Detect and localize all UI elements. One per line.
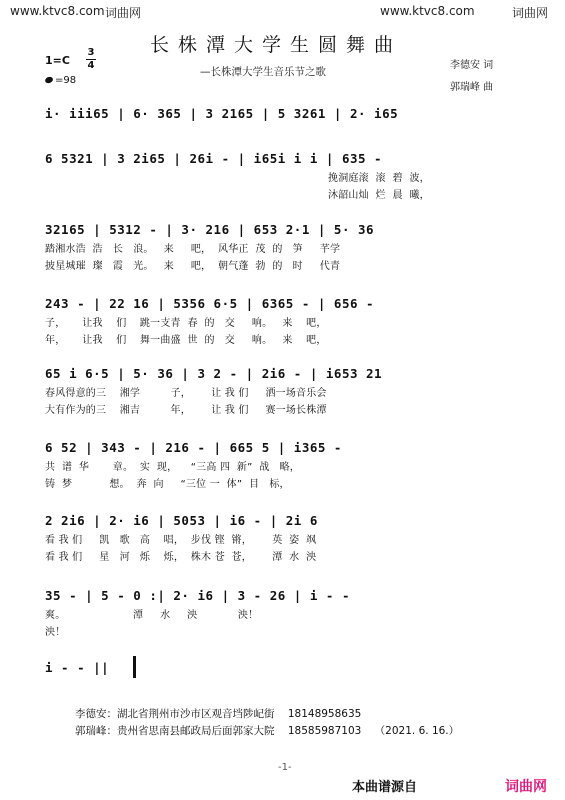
meter-bottom: 4 [87,60,95,71]
score-row-3 [45,222,525,272]
notes-row-2: 6 5321 | 3 2i65 | 26i - | i65i i i | 635 - [45,151,383,166]
key-signature: 1=C [45,54,70,67]
lyrics-row-6-verse-1: 共 谱 华 章。 实 现， “三高 四 新” 战 略， [45,462,300,473]
final-barline [133,656,136,678]
notes-row-4: 243 - | 22 16 | 5356 6·5 | 6365 - | 656 - [45,296,375,311]
watermark-url-right: www.ktvc8.com [380,4,475,18]
score-row-2 [45,151,525,201]
lyrics-row-8-verse-1: 爽。 潭 水 泱 泱！ [45,610,259,621]
score-row-5 [45,366,525,416]
composer-credit: 郭瑞峰 曲 [450,82,494,93]
page-number: -1- [278,762,292,773]
meter-top: 3 [87,47,95,58]
notes-row-3: 32165 | 5312 - | 3· 216 | 653 2·1 | 5· 36 [45,222,375,237]
notes-row-5: 65 i 6·5 | 5· 36 | 3 2 - | 2i6 - | i653 21 [45,366,383,381]
score-row-6 [45,440,525,490]
notes-row-1: i· iii65 | 6· 365 | 3 2165 | 5 3261 | 2· i65 [45,106,399,121]
score-row-4 [45,296,525,346]
lyrics-row-8-verse-2: 泱！ [45,627,66,638]
notes-row-6: 6 52 | 343 - | 216 - | 665 5 | i365 - [45,440,342,455]
notes-row-9: i - - || [45,660,110,675]
source-logo[interactable]: 词曲网 [505,779,547,795]
watermark-brand-right: 词曲网 [512,6,549,20]
quarter-note-icon [44,76,54,84]
source-label: 本曲谱源自 [352,780,418,795]
lyrics-row-5-verse-1: 春风得意的三 湘学 子， 让 我 们 洒一场音乐会 [45,388,327,399]
lyrics-row-2-verse-2: 沐韶山灿 烂 晨 曦， [328,190,430,201]
lyrics-row-3-verse-2: 披星城璀 璨 霞 光。 来 吧， 朝气蓬 勃 的 时 代青 [45,261,341,272]
score-row-9 [45,660,245,675]
lyricist-contact: 李德安：湖北省荆州市沙市区观音垱陟屺街 18148958635 [75,708,362,720]
notes-row-7: 2 2i6 | 2· i6 | 5053 | i6 - | 2i 6 [45,513,318,528]
lyrics-row-7-verse-2: 看 我 们 星 河 烁 烁， 株木 苍 苍， 潭 水 泱 [45,552,317,563]
lyrics-row-6-verse-2: 铸 梦 想。 奔 向 “三位 一 体” 目 标， [45,479,290,490]
lyrics-row-4-verse-2: 年， 让我 们 舞一曲盛 世 的 交 响。 来 吧， [45,335,327,346]
lyrics-row-7-verse-1: 看 我 们 凯 歌 高 唱， 步伐 铿 锵， 英 姿 飒 [45,535,317,546]
tempo-marking: =98 [45,75,76,86]
watermark-brand-left: 词曲网 [105,6,142,20]
time-signature [86,48,96,71]
score-row-8 [45,588,525,638]
lyricist-credit: 李德安 词 [450,60,494,71]
lyrics-row-3-verse-1: 踏湘水浩 浩 长 浪。 来 吧， 风华正 茂 的 笋 芊学 [45,244,341,255]
lyrics-row-2-verse-1: 挽洞庭滚 滚 碧 波， [328,173,430,184]
score-row-1 [45,106,525,121]
watermark-url-left: www.ktvc8.com [10,4,105,18]
score-row-7 [45,513,525,563]
composer-contact: 郭瑞峰：贵州省思南县邮政局后面郭家大院 18585987103 （2021. 6. 16.） [75,725,460,737]
lyrics-row-5-verse-2: 大有作为的三 湘吉 年， 让 我 们 赛一场长株潭 [45,405,327,416]
lyrics-row-4-verse-1: 子， 让我 们 跳一支青 春 的 交 响。 来 吧， [45,318,327,329]
song-subtitle: —长株潭大学生音乐节之歌 [200,66,326,78]
notes-row-8: 35 - | 5 - 0 :| 2· i6 | 3 - 26 | i - - [45,588,350,603]
song-title: 长株潭大学生圆舞曲 [150,34,403,56]
